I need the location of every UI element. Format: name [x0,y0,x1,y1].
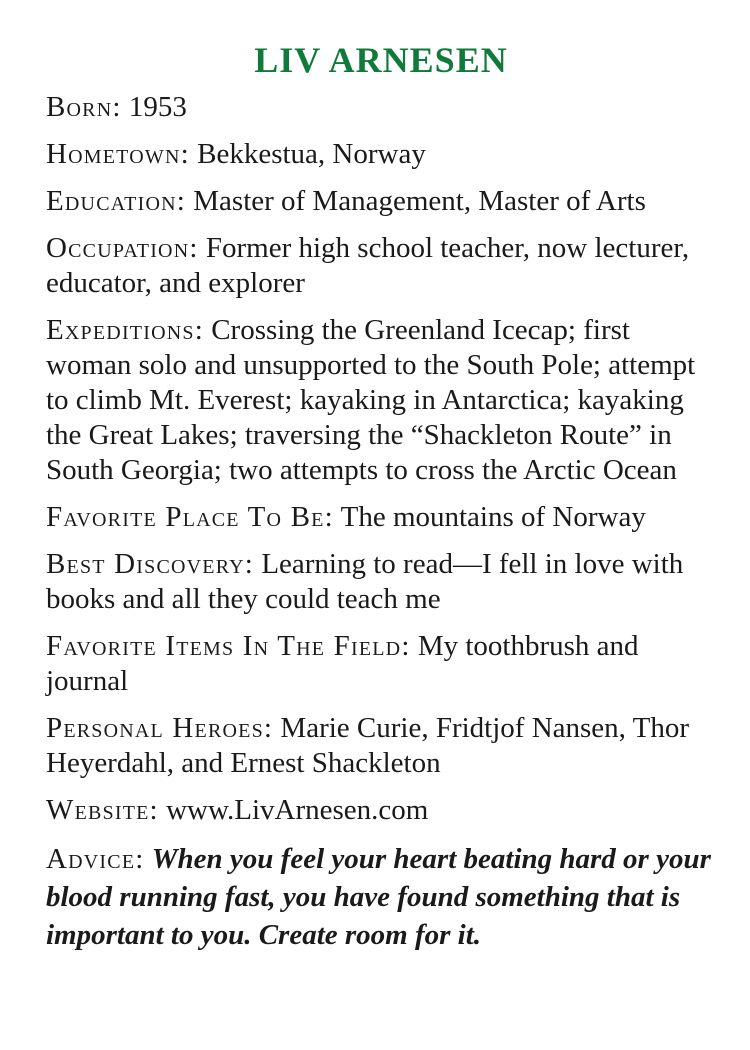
entry-label: Advice: [46,843,145,875]
profile-title: LIV ARNESEN [254,40,508,80]
entry-label: Website: [46,794,159,826]
entry-value: Crossing the Greenland Icecap; first woman solo and unsupported to the South Pole; attempt to climb Mt. Everest; kayaking in Antarctica; kayaking the Great Lakes; traversing the “Shackleton Route” in South Georgia; two attempts to cross the Arctic Ocean [46,314,696,486]
entry-favorite-items [46,629,716,699]
entry-label: Expeditions: [46,314,204,346]
entry-best-discovery [46,547,716,617]
entry-value: Bekkestua, Norway [197,138,426,170]
profile-card [46,36,716,966]
entry-value: My toothbrush and journal [46,630,639,697]
entry-label: Favorite Items In The Field: [46,630,411,662]
entry-label: Hometown: [46,138,190,170]
entry-value: Former high school teacher, now lecturer, educator, and explorer [46,232,690,299]
entry-value: 1953 [128,91,187,123]
entry-hometown [46,137,716,172]
entry-value: Master of Management, Master of Arts [193,185,646,217]
entry-value: Marie Curie, Fridtjof Nansen, Thor Heyerdahl, and Ernest Shackleton [46,712,690,779]
entry-education [46,184,716,219]
entry-label: Born: [46,91,122,123]
entry-label: Education: [46,185,186,217]
entry-expeditions [46,313,716,488]
entry-personal-heroes [46,711,716,781]
entry-label: Favorite Place To Be: [46,501,334,533]
entry-value: Learning to read—I fell in love with books and all they could teach me [46,548,684,615]
entry-label: Personal Heroes: [46,712,274,744]
entry-website [46,793,716,828]
entry-favorite-place [46,500,716,535]
entry-label: Best Discovery: [46,548,255,580]
advice-text: When you feel your heart beating hard or your blood running fast, you have found something that is important to you. Create room for it. [46,843,711,951]
website-value: www.LivArnesen.com [166,794,429,826]
entry-label: Occupation: [46,232,199,264]
entry-occupation [46,231,716,301]
entry-value: The mountains of Norway [340,501,646,533]
entry-born [46,90,716,125]
entry-advice [46,840,716,954]
